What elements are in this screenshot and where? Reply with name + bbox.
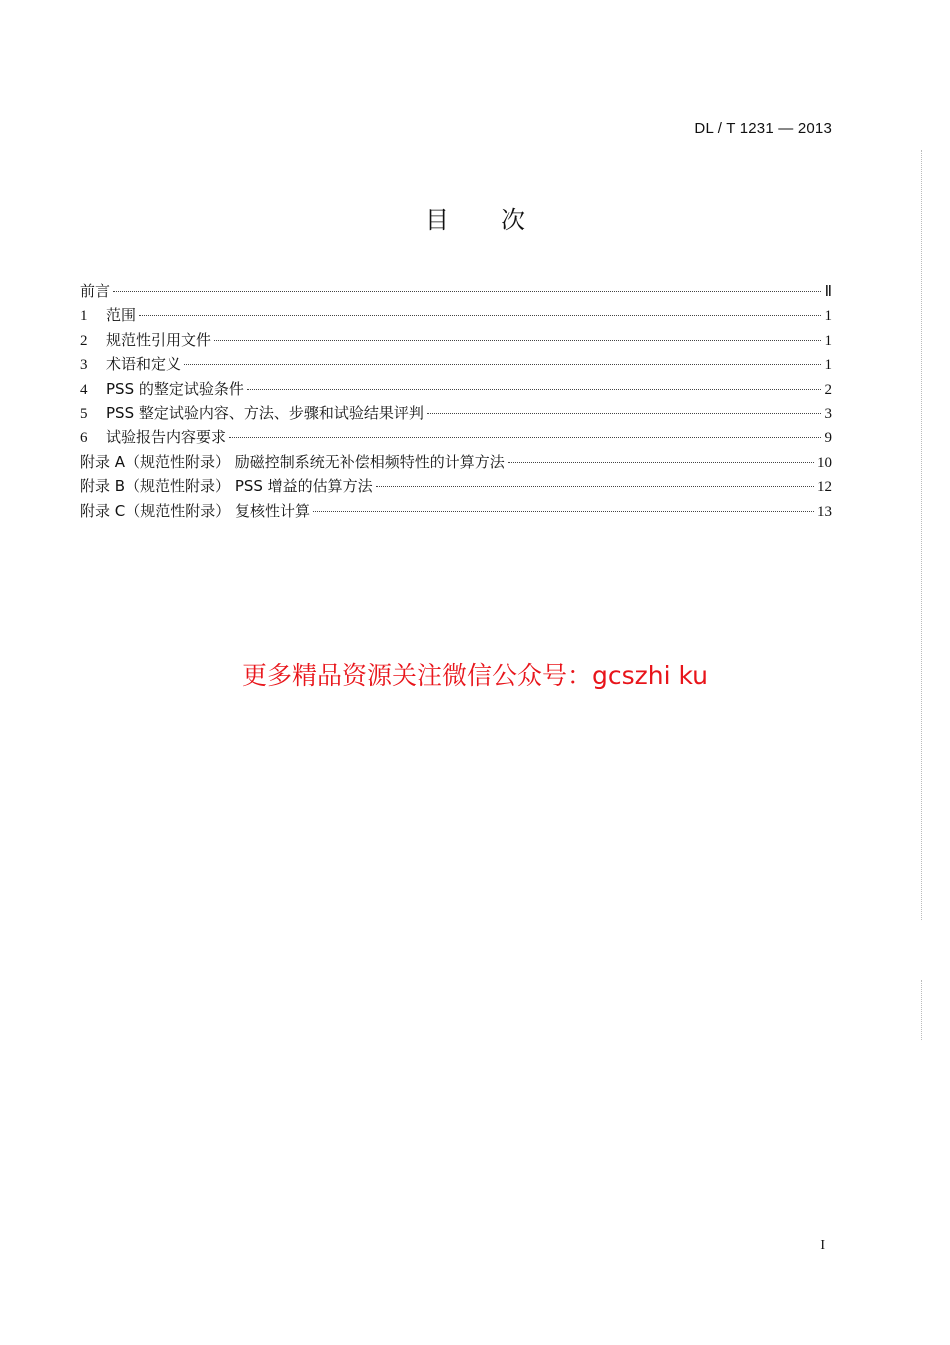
toc-entry-label: 附录 A（规范性附录） 励磁控制系统无补偿相频特性的计算方法	[80, 452, 505, 471]
toc-entry-number: 5	[80, 405, 88, 422]
toc-entry-page: 13	[817, 503, 832, 520]
toc-entry-page: 12	[817, 479, 832, 496]
toc-entry-page: 9	[824, 430, 832, 447]
toc-entry-page: 2	[824, 381, 832, 398]
toc-leader-dots	[139, 315, 821, 316]
toc-entry-page: 1	[824, 332, 832, 349]
toc-entry-4[interactable]	[80, 378, 832, 402]
toc-leader-dots	[247, 389, 821, 390]
toc-entry-foreword[interactable]	[80, 280, 832, 304]
toc-entry-page: 3	[824, 405, 832, 422]
standard-code: DL / T 1231 — 2013	[694, 120, 832, 137]
toc-entry-label: 范围	[106, 306, 137, 325]
toc-leader-dots	[313, 511, 814, 512]
page-number: I	[820, 1238, 825, 1253]
toc-leader-dots	[184, 364, 821, 365]
toc-entry-label: 附录 B（规范性附录） PSS 增益的估算方法	[80, 477, 373, 496]
table-of-contents	[80, 280, 832, 524]
toc-entry-number: 4	[80, 381, 88, 398]
toc-entry-number: 3	[80, 357, 88, 374]
toc-entry-page: 1	[824, 357, 832, 374]
toc-entry-6[interactable]	[80, 426, 832, 450]
toc-entry-number: 2	[80, 332, 88, 349]
toc-entry-label: 附录 C（规范性附录） 复核性计算	[80, 501, 311, 520]
toc-entry-appendix-a[interactable]	[80, 451, 832, 475]
toc-entry-label: PSS 的整定试验条件	[106, 379, 244, 398]
toc-leader-dots	[113, 291, 821, 292]
scan-edge-mark	[920, 980, 922, 1040]
promo-watermark-text: 更多精品资源关注微信公众号：gcszhi ku	[241, 661, 709, 690]
toc-leader-dots	[427, 413, 821, 414]
toc-entry-number: 6	[80, 430, 88, 447]
toc-entry-appendix-b[interactable]	[80, 475, 832, 499]
toc-entry-2[interactable]	[80, 329, 832, 353]
toc-entry-page: 1	[824, 308, 832, 325]
toc-entry-label: PSS 整定试验内容、方法、步骤和试验结果评判	[106, 403, 424, 422]
toc-entry-5[interactable]	[80, 402, 832, 426]
toc-entry-number: 1	[80, 308, 88, 325]
toc-entry-1[interactable]	[80, 304, 832, 328]
scan-edge-mark	[920, 150, 922, 920]
toc-entry-page: 10	[817, 454, 832, 471]
toc-leader-dots	[376, 486, 814, 487]
toc-entry-label: 规范性引用文件	[106, 330, 212, 349]
toc-entry-page: Ⅱ	[824, 284, 832, 300]
toc-entry-label: 前言	[80, 282, 111, 300]
toc-entry-3[interactable]	[80, 353, 832, 377]
toc-entry-label: 术语和定义	[106, 355, 182, 374]
page-title: 目次	[425, 206, 577, 234]
toc-entry-appendix-c[interactable]	[80, 500, 832, 524]
toc-entry-label: 试验报告内容要求	[106, 428, 227, 447]
toc-leader-dots	[508, 462, 814, 463]
toc-leader-dots	[229, 437, 821, 438]
toc-leader-dots	[214, 340, 821, 341]
